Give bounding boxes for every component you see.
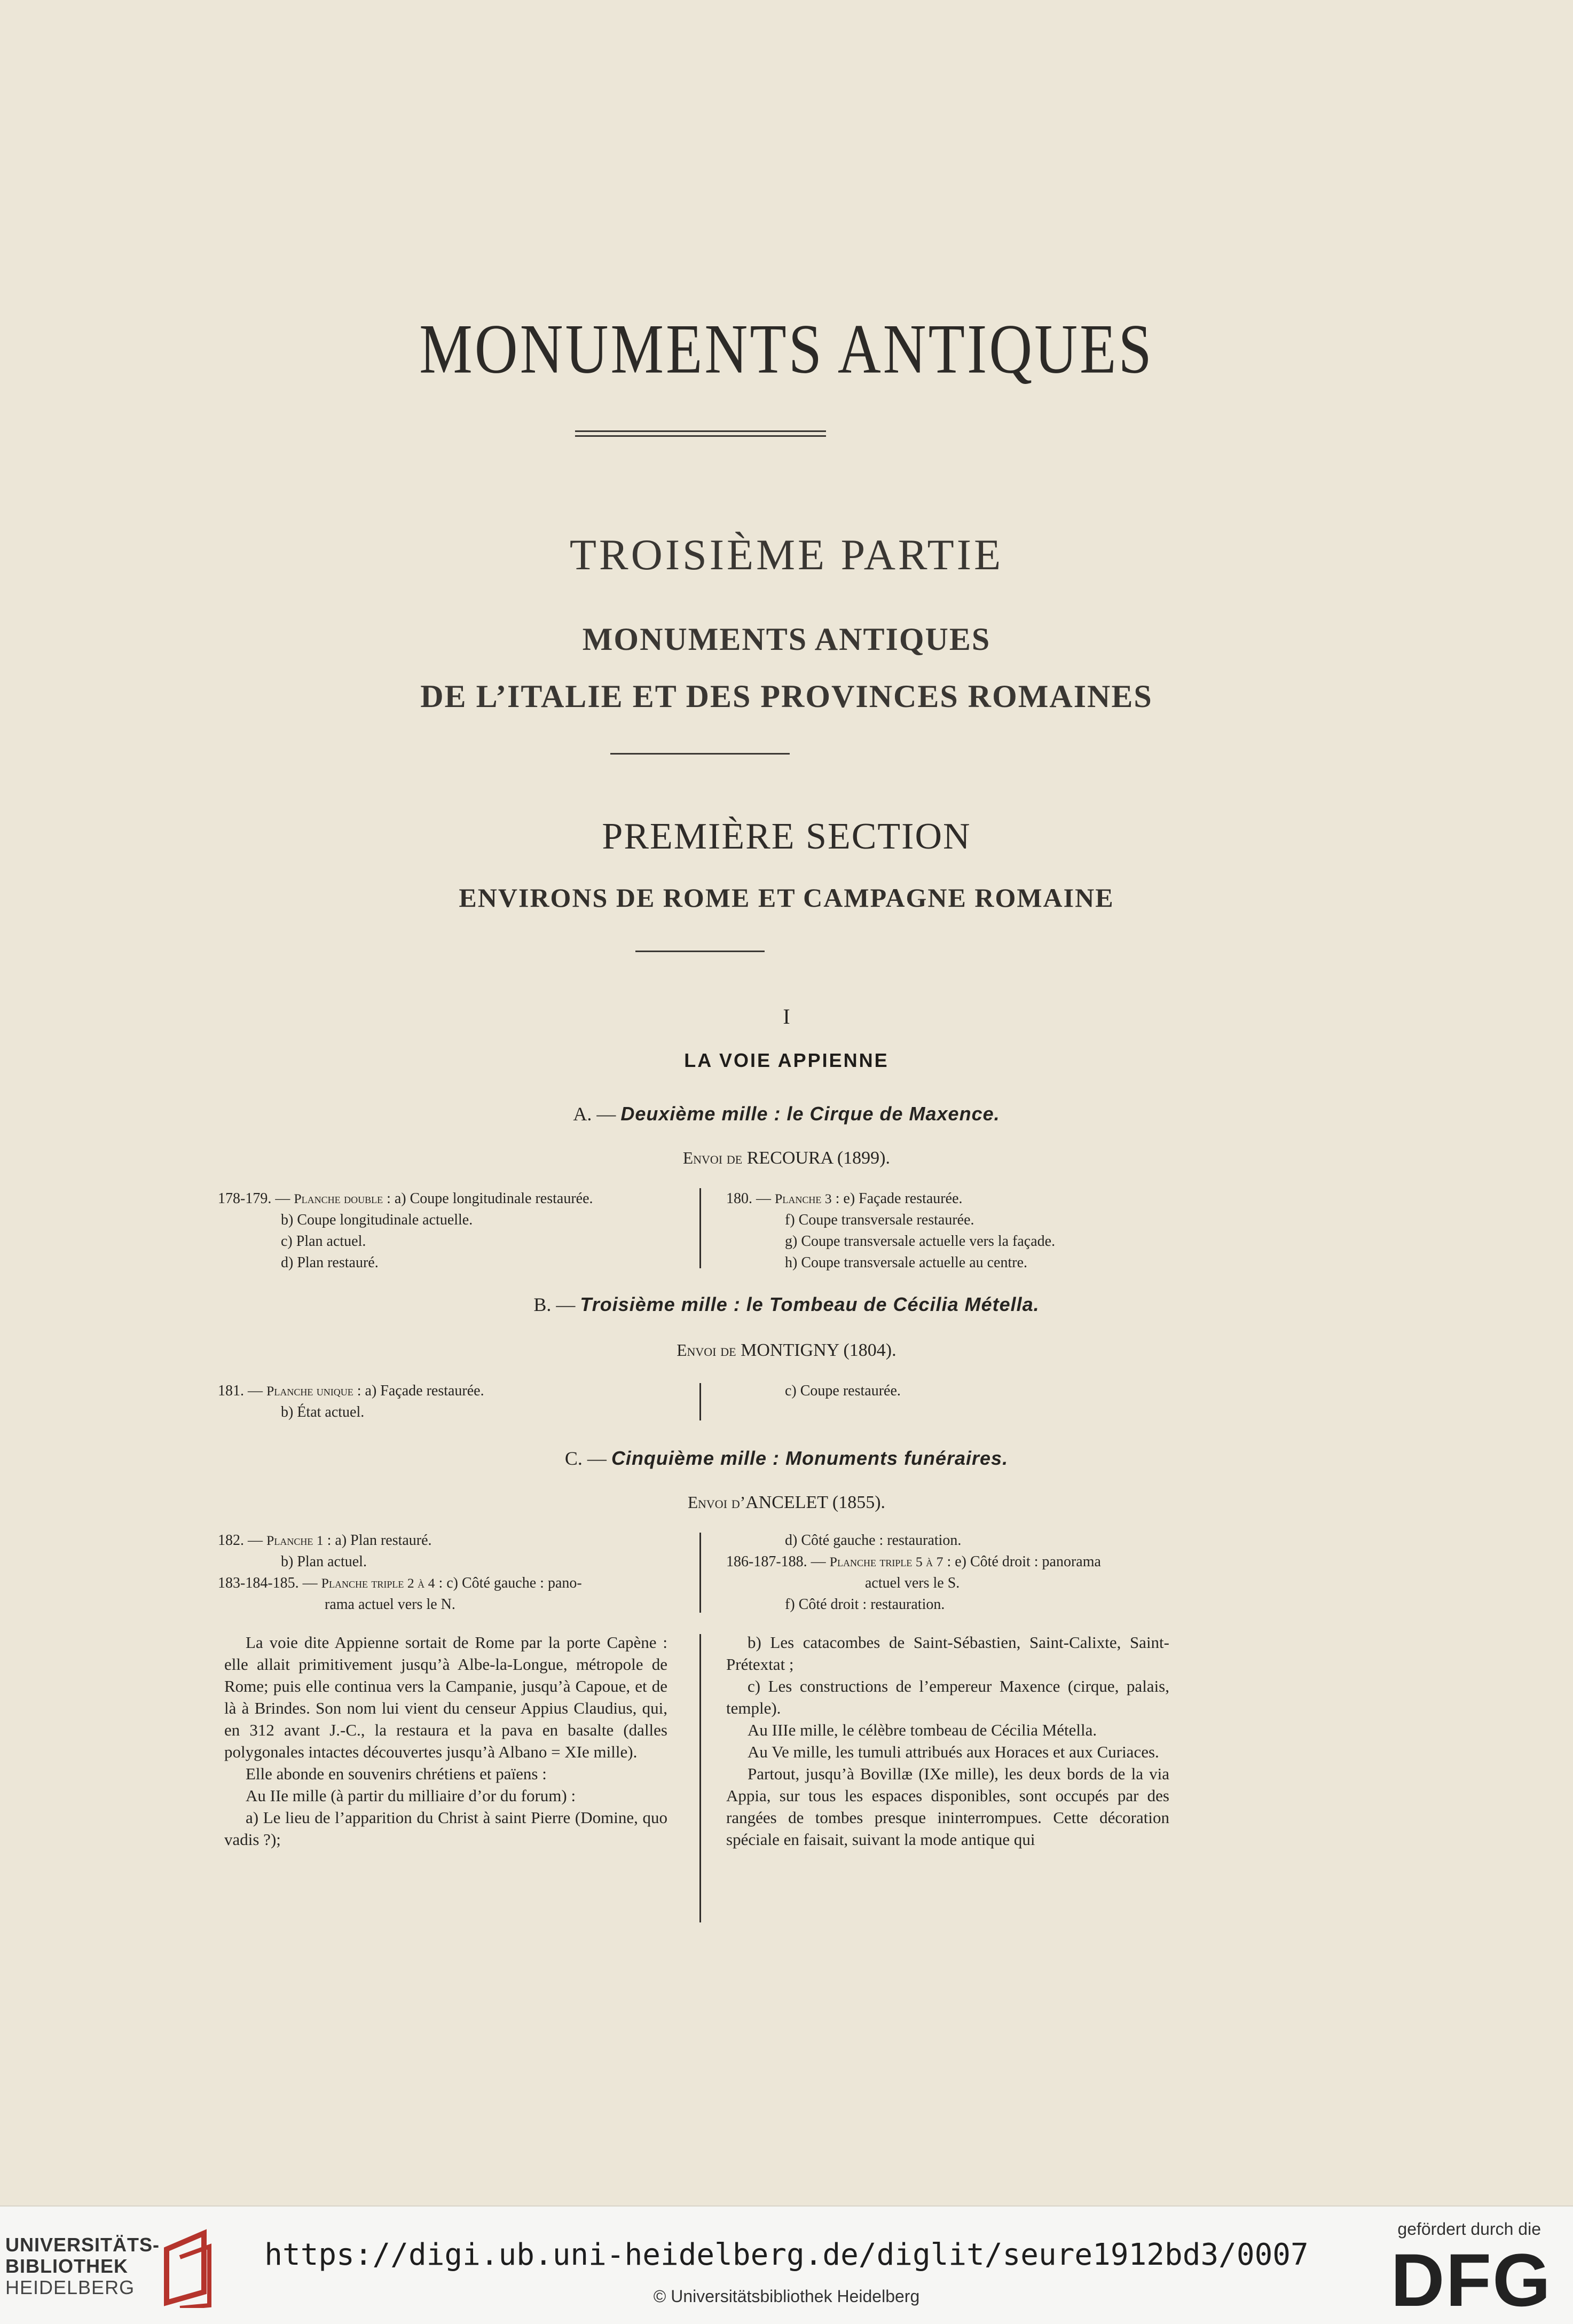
prose-divider	[699, 1634, 701, 1922]
group-c-heading	[0, 1447, 1573, 1470]
prose-paragraph: Au IIe mille (à partir du milliaire d’or du forum) :	[246, 1786, 576, 1805]
prose-right-column	[726, 1631, 1169, 1850]
group-b-heading	[0, 1293, 1573, 1316]
part-subtitle-line2: DE L’ITALIE ET DES PROVINCES ROMAINES	[420, 679, 1153, 714]
group-a-divider	[699, 1188, 701, 1268]
group-b-divider	[699, 1383, 701, 1420]
catalog-entry: g) Coupe transversale actuelle vers la façade.	[785, 1233, 1056, 1250]
section-title: PREMIÈRE SECTION	[602, 816, 971, 857]
catalog-entry: f) Coupe transversale restaurée.	[785, 1212, 974, 1228]
main-title: MONUMENTS ANTIQUES	[419, 310, 1154, 389]
part-subtitle-line1: MONUMENTS ANTIQUES	[582, 622, 991, 657]
group-a-envoi-label: Envoi de	[683, 1149, 743, 1167]
chapter-title: LA VOIE APPIENNE	[684, 1049, 889, 1071]
catalog-entry: b) Plan actuel.	[281, 1553, 367, 1570]
prose-paragraph: Au IIIe mille, le célèbre tombeau de Cécilia Métella.	[748, 1721, 1097, 1739]
permalink-url[interactable]: https://digi.ub.uni-heidelberg.de/diglit/seure1912bd3/0007	[264, 2237, 1309, 2272]
chapter-number: I	[783, 1004, 790, 1028]
prose-paragraph: Partout, jusqu’à Bovillæ (IXe mille), les deux bords de la via Appia, sur tous les espaces disponibles, sont occupés par des rangées de tombes presque ininterrompues. Cette décoration spéciale en faisait, suivant la mode antique qui	[726, 1764, 1169, 1849]
group-c-prefix: C. —	[564, 1448, 611, 1469]
section-rule	[635, 951, 765, 952]
group-b-right-list	[785, 1380, 901, 1402]
group-c-divider	[699, 1533, 701, 1613]
group-b-envoi-label: Envoi de	[677, 1341, 736, 1360]
prose-paragraph: b) Les catacombes de Saint-Sébastien, Saint-Calixte, Saint-Prétextat ;	[726, 1633, 1169, 1674]
group-a-title: Deuxième mille : le Cirque de Maxence.	[620, 1103, 1000, 1125]
section-subtitle: ENVIRONS DE ROME ET CAMPAGNE ROMAINE	[459, 883, 1114, 913]
prose-paragraph: Au Ve mille, les tumuli attribués aux Horaces et aux Curiaces.	[748, 1742, 1159, 1761]
catalog-entry: 181. — Planche unique : a) Façade restaurée.	[218, 1383, 484, 1399]
group-a-heading	[0, 1103, 1573, 1125]
funding-note: gefördert durch die	[1397, 2219, 1541, 2239]
catalog-entry: 186-187-188. — Planche triple 5 à 7 : e) Côté droit : panorama	[726, 1553, 1101, 1570]
group-b-left-list	[218, 1380, 484, 1423]
catalog-entry: 183-184-185. — Planche triple 2 à 4 : c) Côté gauche : pano-	[218, 1575, 582, 1591]
prose-paragraph: c) Les constructions de l’empereur Maxence (cirque, palais, temple).	[726, 1677, 1169, 1717]
catalog-entry: 180. — Planche 3 : e) Façade restaurée.	[726, 1190, 963, 1207]
catalog-entry: rama actuel vers le N.	[325, 1596, 455, 1613]
group-a-right-list	[726, 1188, 1055, 1274]
group-c-envoi-label: Envoi d’	[687, 1493, 746, 1512]
group-b-envoi-name: MONTIGNY (1804).	[741, 1340, 896, 1360]
group-a-envoi	[0, 1148, 1573, 1168]
group-c-envoi-name: ANCELET (1855).	[745, 1493, 886, 1512]
catalog-entry: h) Coupe transversale actuelle au centre.	[785, 1254, 1028, 1271]
prose-paragraph: a) Le lieu de l’apparition du Christ à saint Pierre (Domine, quo vadis ?);	[224, 1808, 667, 1849]
catalog-entry: 178-179. — Planche double : a) Coupe longitudinale restaurée.	[218, 1190, 593, 1207]
catalog-entry: d) Plan restauré.	[281, 1254, 379, 1271]
prose-left-column	[224, 1631, 667, 1850]
group-b-title: Troisième mille : le Tombeau de Cécilia Métella.	[580, 1293, 1040, 1315]
catalog-entry: c) Plan actuel.	[281, 1233, 366, 1250]
footer-bar	[0, 2205, 1573, 2324]
group-c-title: Cinquième mille : Monuments funéraires.	[611, 1447, 1009, 1469]
group-a-prefix: A. —	[573, 1103, 621, 1125]
group-c-envoi	[0, 1493, 1573, 1513]
title-rule-upper	[575, 430, 826, 432]
catalog-entry: b) État actuel.	[281, 1404, 365, 1420]
catalog-entry: actuel vers le S.	[865, 1575, 960, 1591]
group-c-left-list	[218, 1530, 582, 1615]
group-b-envoi	[0, 1340, 1573, 1361]
part-title: TROISIÈME PARTIE	[569, 530, 1004, 579]
group-a-left-list	[218, 1188, 593, 1274]
title-rule-lower	[575, 435, 826, 437]
catalog-entry: b) Coupe longitudinale actuelle.	[281, 1212, 473, 1228]
group-a-envoi-name: RECOURA (1899).	[746, 1148, 890, 1168]
library-logo-text: UNIVERSITÄTS- BIBLIOTHEK HEIDELBERG	[5, 2234, 160, 2298]
prose-paragraph: La voie dite Appienne sortait de Rome par la porte Capène : elle allait primitivement jusqu’à Albe-la-Longue, métropole de Rome; puis elle continua vers la Campanie, jusqu’à Capoue, et de là à Brindes. Son nom lui vient du censeur Appius Claudius, qui, en 312 avant J.-C., la restaura et la pava en basalte (dalles polygonales intactes découvertes jusqu’à Albano = XIe mille).	[224, 1633, 667, 1761]
prose-paragraph: Elle abonde en souvenirs chrétiens et païens :	[246, 1764, 547, 1783]
catalog-entry: 182. — Planche 1 : a) Plan restauré.	[218, 1532, 432, 1549]
part-rule	[610, 753, 790, 755]
dfg-logo: DFG	[1390, 2238, 1552, 2322]
catalog-entry: d) Côté gauche : restauration.	[785, 1532, 962, 1549]
catalog-entry: c) Coupe restaurée.	[785, 1383, 901, 1399]
copyright-notice: © Universitätsbibliothek Heidelberg	[653, 2287, 920, 2306]
group-b-prefix: B. —	[533, 1294, 580, 1315]
group-c-right-list	[726, 1530, 1101, 1615]
catalog-entry: f) Côté droit : restauration.	[785, 1596, 945, 1613]
